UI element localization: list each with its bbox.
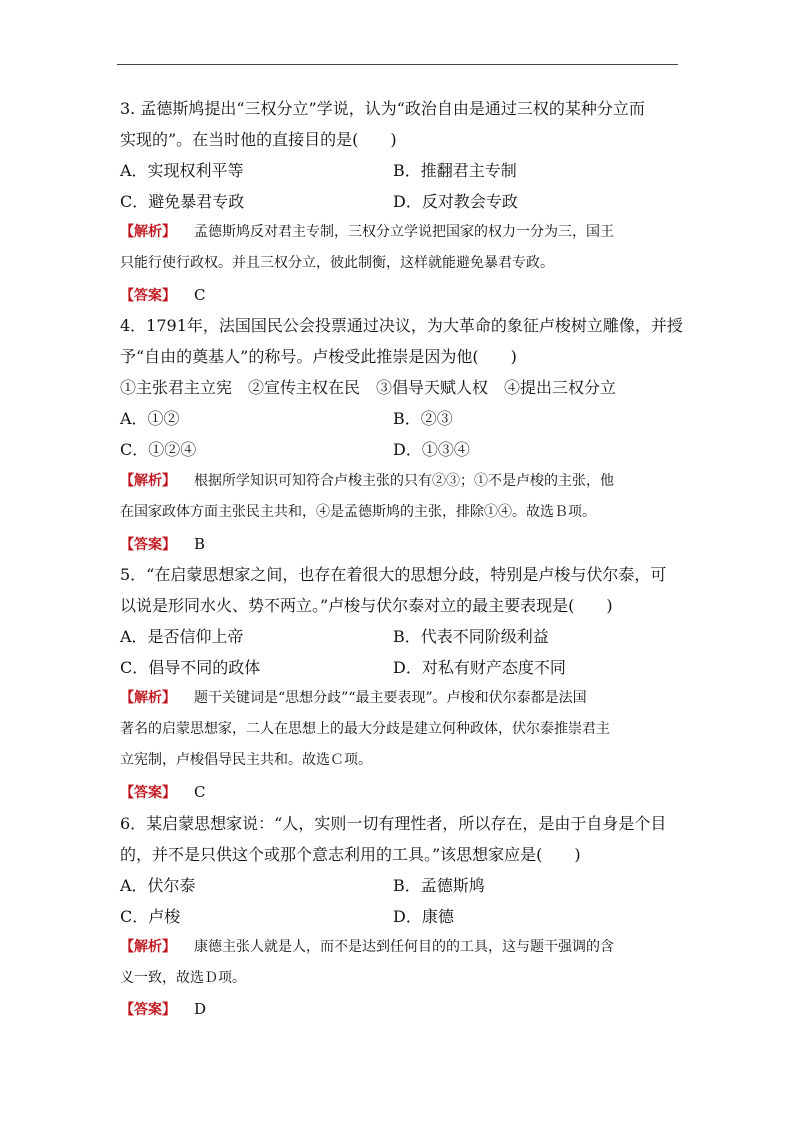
q4-stem-line-2: 予“自由的奠基人”的称号。卢梭受此推崇是因为他( ) [120,347,517,366]
q5-option-c: C．倡导不同的政体 [120,658,261,677]
q3-analysis-text-1: 孟德斯鸠反对君主专制，三权分立学说把国家的权力一分为三，国王 [194,224,614,240]
q4-stem-line-3: ①主张君主立宪 ②宣传主权在民 ③倡导天赋人权 ④提出三权分立 [120,378,617,397]
q6-option-b: B．孟德斯鸠 [393,876,485,895]
q6-option-a: A．伏尔泰 [120,876,196,895]
q3-option-d: D．反对教会专政 [393,192,518,211]
q3-answer [120,285,205,306]
q4-answer-value: B [194,535,206,553]
answer-label: 【答案】 [120,1002,176,1018]
q6-analysis-line-2: 义一致，故选Ｄ项。 [120,970,246,986]
q4-stem-line-1: 4．1791年，法国国民公会投票通过决议，为大革命的象征卢梭树立雕像，并授 [120,316,683,335]
q6-analysis-text-1: 康德主张人就是人，而不是达到任何目的的工具，这与题干强调的含 [194,939,614,955]
q6-stem-line-1: 6．某启蒙思想家说：“人，实则一切有理性者，所以存在，是由于自身是个目 [120,814,667,833]
q6-analysis-line-1 [120,937,614,957]
q4-option-b: B．②③ [393,409,453,428]
header-rule [117,64,678,65]
q4-option-a: A．①② [120,409,180,428]
q3-option-c: C．避免暴君专政 [120,192,245,211]
q5-stem-line-2: 以说是形同水火、势不两立。”卢梭与伏尔泰对立的最主要表现是( ) [120,596,613,615]
q4-answer [120,534,205,555]
q4-option-c: C．①②④ [120,440,197,459]
q4-analysis-text-1: 根据所学知识可知符合卢梭主张的只有②③；①不是卢梭的主张，他 [194,473,614,489]
q5-option-b: B．代表不同阶级利益 [393,627,549,646]
q3-answer-value: C [194,286,206,304]
q5-analysis-line-3: 立宪制，卢梭倡导民主共和。故选Ｃ项。 [120,752,372,768]
answer-label: 【答案】 [120,288,176,304]
q4-analysis-line-1 [120,471,614,491]
q3-option-a: A．实现权利平等 [120,161,244,180]
q6-option-d: D．康德 [393,907,454,926]
answer-label: 【答案】 [120,537,176,553]
q6-option-c: C．卢梭 [120,907,181,926]
analysis-label: 【解析】 [120,224,176,240]
q3-analysis-line-2: 只能行使行政权。并且三权分立，彼此制衡，这样就能避免暴君专政。 [120,255,554,271]
q3-option-b: B．推翻君主专制 [393,161,517,180]
q3-stem-line-1: 3. 孟德斯鸠提出“三权分立”学说，认为“政治自由是通过三权的某种分立而 [120,99,645,118]
q3-analysis-line-1 [120,222,614,242]
q5-analysis-text-1: 题干关键词是“思想分歧”“最主要表现”。卢梭和伏尔泰都是法国 [194,690,587,706]
answer-label: 【答案】 [120,785,176,801]
q5-analysis-line-1 [120,688,587,708]
q4-analysis-line-2: 在国家政体方面主张民主共和，④是孟德斯鸠的主张，排除①④。故选Ｂ项。 [120,504,596,520]
q5-option-a: A．是否信仰上帝 [120,627,244,646]
q5-answer [120,782,205,803]
q5-stem-line-1: 5．“在启蒙思想家之间，也存在着很大的思想分歧，特别是卢梭与伏尔泰，可 [120,565,667,584]
analysis-label: 【解析】 [120,939,176,955]
q5-analysis-line-2: 著名的启蒙思想家，二人在思想上的最大分歧是建立何种政体，伏尔泰推崇君主 [120,721,610,737]
q3-stem-line-2: 实现的”。在当时他的直接目的是( ) [120,130,397,149]
q5-answer-value: C [194,783,206,801]
q6-stem-line-2: 的，并不是只供这个或那个意志利用的工具。”该思想家应是( ) [120,845,581,864]
analysis-label: 【解析】 [120,473,176,489]
q5-option-d: D．对私有财产态度不同 [393,658,566,677]
q6-answer [120,999,206,1020]
analysis-label: 【解析】 [120,690,176,706]
q4-option-d: D．①③④ [393,440,470,459]
q6-answer-value: D [194,1000,207,1018]
